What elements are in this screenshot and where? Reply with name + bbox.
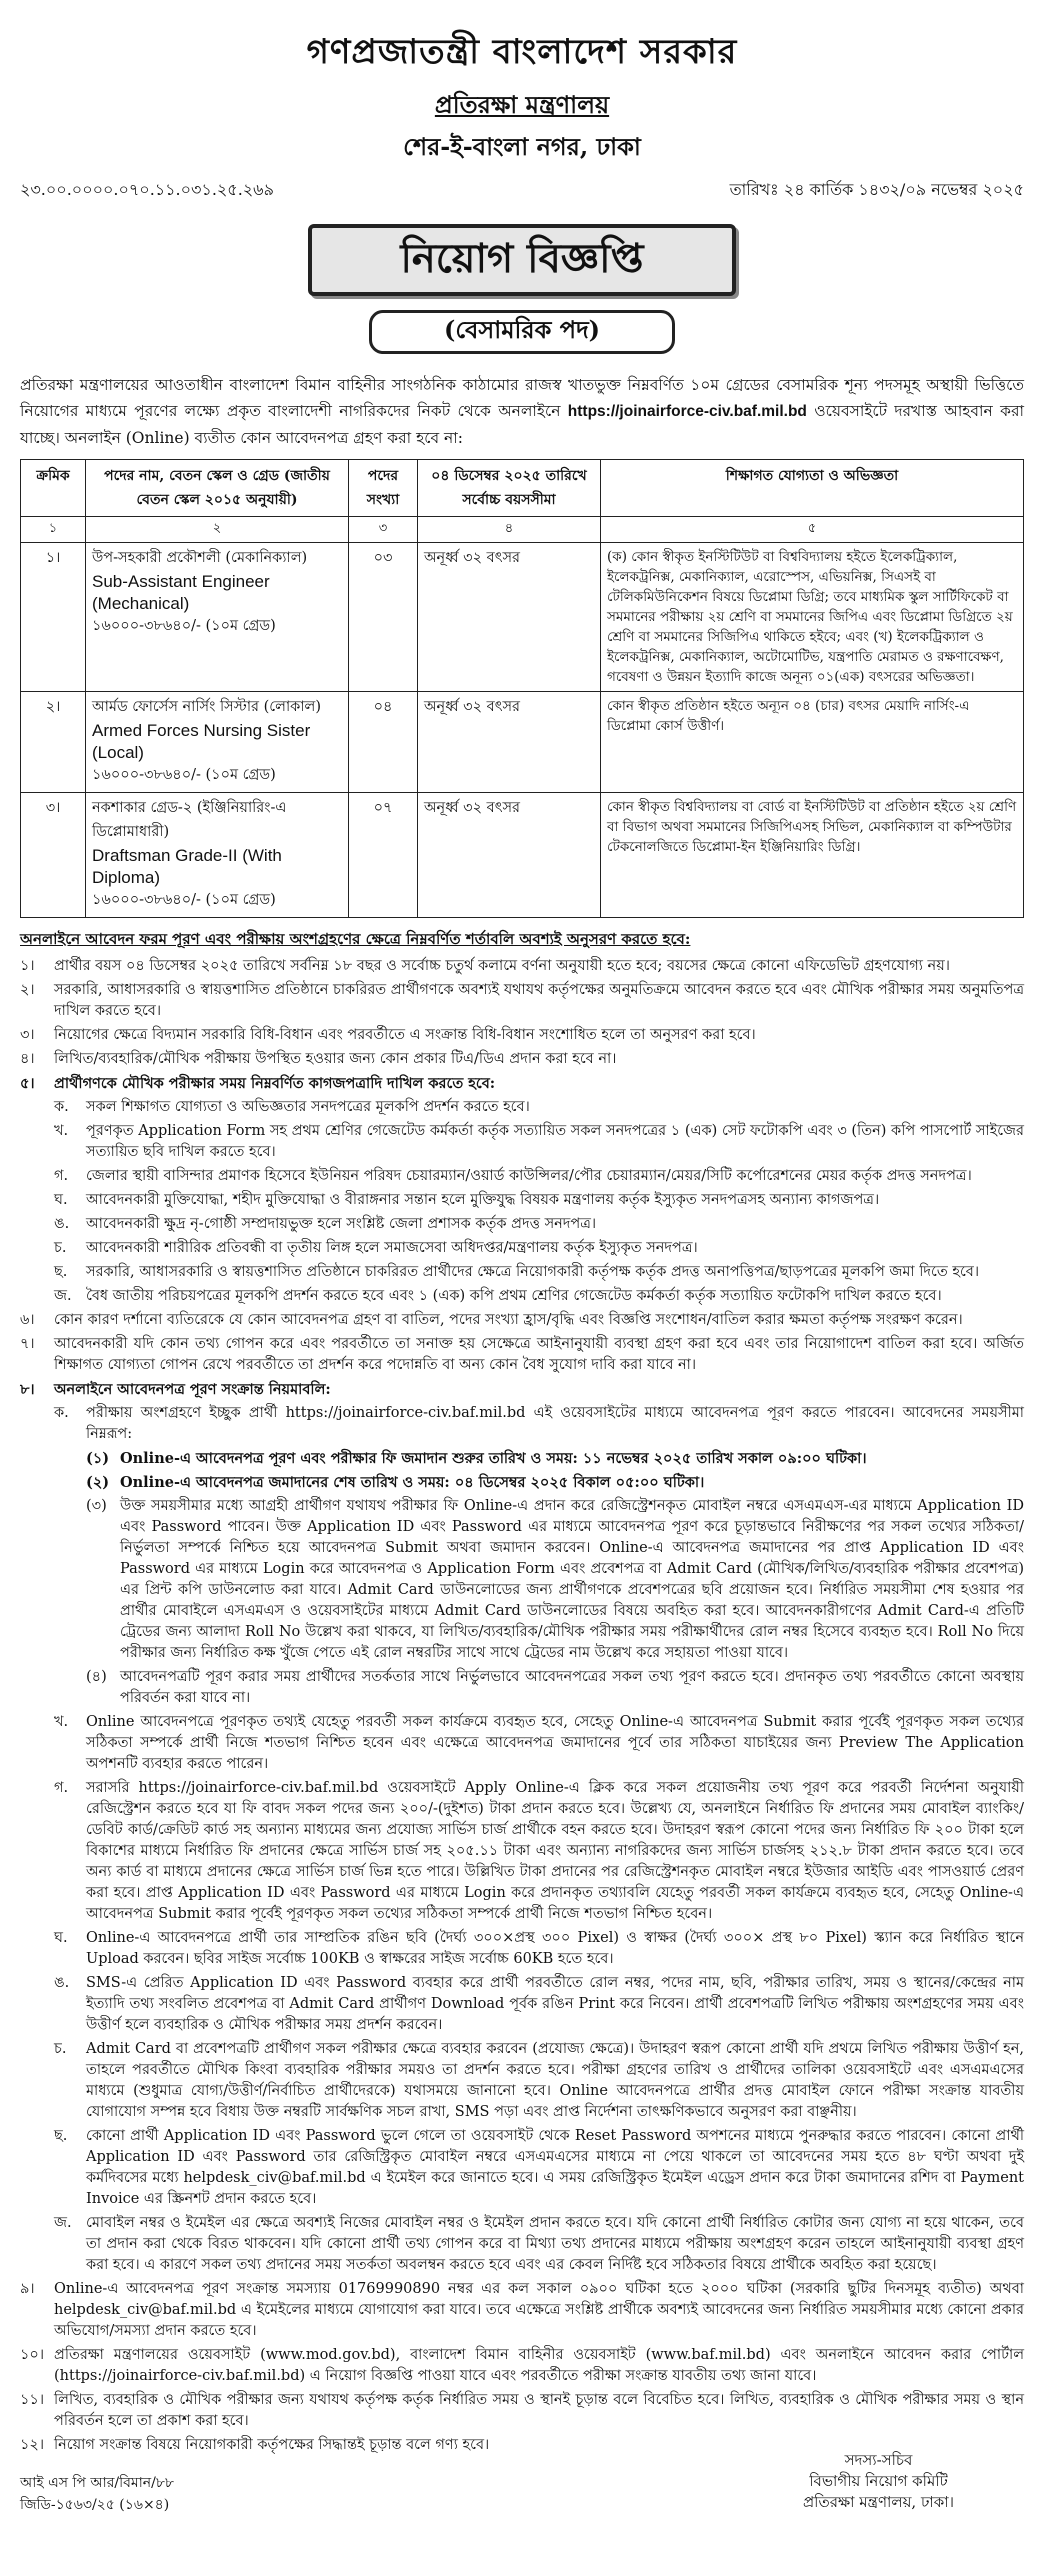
posts-table	[20, 459, 1024, 918]
online-rule-label: চ.	[54, 2041, 67, 2057]
footer-codes	[20, 2472, 174, 2516]
condition-item	[20, 1049, 1024, 1070]
table-row	[21, 543, 1024, 692]
condition-item	[20, 1379, 1024, 1400]
row-post	[86, 793, 349, 918]
online-time-label: (১)	[86, 1450, 110, 1467]
intro-paragraph	[20, 372, 1024, 451]
condition-number: ১০।	[20, 2347, 45, 2363]
online-rule-item	[54, 2126, 1024, 2210]
online-rule-label: ঘ.	[54, 1930, 68, 1946]
post-name-bn: উপ-সহকারী প্রকৌশলী (মেকানিক্যাল)	[92, 550, 308, 566]
table-row	[21, 692, 1024, 793]
online-rule-text: SMS-এ প্রেরিত Application ID এবং Password ব্যবহার করে প্রার্থী পরবর্তীতে রোল নম্বর, পদের নাম, ছবি, পরীক্ষার তারিখ, সময় ও স্থানের/কেন্দ্রের নাম ইত্যাদি তথ্য সংবলিত প্রবেশপত্র বা Admit Card প্রার্থীগণ Download পূর্বক রঙিন Print করে নিবেন। প্রার্থী প্রবেশপত্রটি লিখিত পরীক্ষায় অংশগ্রহণের সময় এবং উত্তীর্ণ হলে ব্যবহারিক ও মৌখিক পরীক্ষার সময় প্রদর্শন করবেন।	[86, 1975, 1024, 2033]
document-label: চ.	[54, 1240, 67, 1256]
condition-number: ৭।	[20, 1336, 35, 1352]
col-number: ১	[21, 517, 86, 543]
condition-number: ৬।	[20, 1312, 35, 1328]
condition-number: ৯।	[20, 2281, 35, 2297]
post-scale: ১৬০০০-৩৮৬৪০/- (১০ম গ্রেড)	[92, 767, 276, 783]
online-rule-label: গ.	[54, 1780, 69, 1796]
signature-block	[803, 2450, 954, 2513]
condition-text: নিয়োগ সংক্রান্ত বিষয়ে নিয়োগকারী কর্তৃপক্ষের সিদ্ধান্তই চূড়ান্ত বলে গণ্য হবে।	[54, 2437, 490, 2453]
online-rule-item	[54, 1973, 1024, 2036]
online-time-item	[86, 1472, 1024, 1493]
online-rule-label: জ.	[54, 2215, 72, 2231]
post-name-en: Sub-Assistant Engineer (Mechanical)	[92, 572, 270, 613]
col-age: ০৪ ডিসেম্বর ২০২৫ তারিখে সর্বোচ্চ বয়সসীমা	[418, 460, 601, 517]
document-text: পূরণকৃত Application Form সহ প্রথম শ্রেণির গেজেটেড কর্মকর্তা কর্তৃক সত্যায়িত সকল সনদপত্রের ১ (এক) সেট ফটোকপি এবং ৩ (তিন) কপি পাসপোর্ট সাইজের সত্যায়িত ছবি দাখিল করতে হবে।	[86, 1123, 1024, 1160]
online-rule-label: ক.	[54, 1405, 69, 1421]
header	[20, 26, 1024, 169]
col-count: পদের সংখ্যা	[349, 460, 418, 517]
online-rules	[54, 1403, 1024, 2276]
document-item	[54, 1166, 1024, 1187]
footer-ispr: আই এস পি আর/বিমান/৮৮	[20, 2475, 174, 2491]
table-header-row	[21, 460, 1024, 517]
online-time-item	[86, 1496, 1024, 1664]
ministry-name: প্রতিরক্ষা মন্ত্রণালয়	[434, 90, 610, 119]
online-rule-label: ঙ.	[54, 1975, 70, 1991]
col-qualification: শিক্ষাগত যোগ্যতা ও অভিজ্ঞতা	[601, 460, 1024, 517]
condition-item	[20, 2345, 1024, 2387]
document-text: সকল শিক্ষাগত যোগ্যতা ও অভিজ্ঞতার সনদপত্রের মূলকপি প্রদর্শন করতে হবে।	[86, 1099, 530, 1115]
document-label: ঘ.	[54, 1192, 68, 1208]
condition-item	[20, 2390, 1024, 2432]
condition-number: ৮।	[20, 1381, 35, 1398]
document-text: আবেদনকারী ক্ষুদ্র নৃ-গোষ্ঠী সম্প্রদায়ভুক্ত হলে সংশ্লিষ্ট জেলা প্রশাসক কর্তৃক প্রদত্ত সনদপত্র।	[86, 1216, 597, 1232]
govt-name: গণপ্রজাতন্ত্রী বাংলাদেশ সরকার	[306, 32, 738, 72]
document-item	[54, 1190, 1024, 1211]
online-time-text: Online-এ আবেদনপত্র পূরণ এবং পরীক্ষার ফি জমাদান শুরুর তারিখ ও সময়: ১১ নভেম্বর ২০২৫ তারিখ সকাল ০৯:০০ ঘটিকা।	[120, 1450, 867, 1467]
condition-item	[20, 2279, 1024, 2342]
online-rule-text: পরীক্ষায় অংশগ্রহণে ইচ্ছুক প্রার্থী https://joinairforce-civ.baf.mil.bd এই ওয়েবসাইটের মাধ্যমে আবেদনপত্র পূরণ করতে পারবেন। আবেদনের সময়সীমা নিম্নরূপ:	[86, 1405, 1024, 1442]
condition-item	[20, 980, 1024, 1022]
signature-office: প্রতিরক্ষা মন্ত্রণালয়, ঢাকা।	[802, 2493, 954, 2511]
condition-text: সরকারি, আধাসরকারি ও স্বায়ত্তশাসিত প্রতিষ্ঠানে চাকরিরত প্রার্থীগণকে অবশ্যই যথাযথ কর্তৃপক্ষের অনুমতিক্রমে আবেদন করতে হবে এবং মৌখিক পরীক্ষার সময় অনুমতিপত্র দাখিল করতে হবে।	[54, 982, 1024, 1019]
document-label: গ.	[54, 1168, 69, 1184]
document-label: খ.	[54, 1123, 69, 1139]
post-name-en: Draftsman Grade-II (With Diploma)	[92, 846, 282, 887]
intro-text-2: ওয়েবসাইটে দরখাস্ত আহবান করা যাচ্ছে। অনলাইন (Online) ব্যতীত কোন আবেদনপত্র গ্রহণ করা হবে না:	[20, 402, 1024, 447]
online-rule-text: Online-এ আবেদনপত্রে প্রার্থী তার সাম্প্রতিক রঙিন ছবি (দৈর্ঘ্য ৩০০×প্রস্থ ৩০০ Pixel) ও স্বাক্ষর (দৈর্ঘ্য ৩০০× প্রস্থ ৮০ Pixel) স্ক্যান করে নির্ধারিত স্থানে Upload করবেন। ছবির সাইজ সর্বোচ্চ 100KB ও স্বাক্ষরের সাইজ সর্বোচ্চ 60KB হতে হবে।	[86, 1930, 1024, 1967]
online-rule-item	[54, 1712, 1024, 1775]
row-age: অনূর্ধ্ব ৩২ বৎসর	[418, 793, 601, 918]
online-rule-item	[54, 1778, 1024, 1925]
document-item	[54, 1121, 1024, 1163]
row-post	[86, 692, 349, 793]
document-text: আবেদনকারী মুক্তিযোদ্ধা, শহীদ মুক্তিযোদ্ধা ও বীরাঙ্গনার সন্তান হলে মুক্তিযুদ্ধ বিষয়ক মন্ত্রণালয় কর্তৃক ইস্যুকৃত সনদপত্রসহ অন্যান্য কাগজপত্র।	[86, 1192, 880, 1208]
condition-text: আবেদনকারী যদি কোন তথ্য গোপন করে এবং পরবর্তীতে তা সনাক্ত হয় সেক্ষেত্রে আইনানুযায়ী ব্যবস্থা গ্রহণ করা হবে এবং তার নিয়োগাদেশ বাতিল করা হবে। অর্জিত শিক্ষাগত যোগ্যতা গোপন রেখে পরবর্তীতে তা প্রদর্শন করে পদোন্নতি বা অন্য কোন বৈধ সুযোগ দাবি করা যাবে না।	[54, 1336, 1024, 1373]
online-time-label: (৩)	[86, 1498, 107, 1514]
condition-text: লিখিত/ব্যবহারিক/মৌখিক পরীক্ষায় উপস্থিত হওয়ার জন্য কোন প্রকার টিএ/ডিএ প্রদান করা হবে না।	[54, 1051, 617, 1067]
document-item	[54, 1097, 1024, 1118]
condition-number: ১।	[20, 958, 35, 974]
condition-text: নিয়োগের ক্ষেত্রে বিদ্যমান সরকারি বিধি-বিধান এবং পরবর্তীতে এ সংক্রান্ত বিধি-বিধান সংশোধিত হলে তা অনুসরণ করা হবে।	[54, 1027, 756, 1043]
col-number: ৩	[349, 517, 418, 543]
post-scale: ১৬০০০-৩৮৬৪০/- (১০ম গ্রেড)	[92, 618, 276, 634]
row-serial: ৩।	[21, 793, 86, 918]
document-text: সরকারি, আধাসরকারি ও স্বায়ত্তশাসিত প্রতিষ্ঠানে চাকরিরত প্রার্থীদের ক্ষেত্রে নিয়োগকারী কর্তৃপক্ষ কর্তৃক প্রদত্ত অনাপত্তিপত্র/ছাড়পত্রের মূলকপি জমা দিতে হবে।	[86, 1264, 980, 1280]
table-number-row	[21, 517, 1024, 543]
online-rule-text: কোনো প্রার্থী Application ID এবং Password ভুলে গেলে তা ওয়েবসাইট থেকে Reset Password অপশনের মাধ্যমে পুনরুদ্ধার করতে পারবেন। কোনো প্রার্থী Application ID এবং Password তার রেজিস্ট্রিকৃত মোবাইল নম্বরে এসএমএসের মাধ্যমে না পেয়ে থাকলে তা আবেদনের সময় হতে ৪৮ ঘণ্টা অথবা দুই কর্মদিবসের মধ্যে helpdesk_civ@baf.mil.bd এ ইমেইল করে জানাতে হবে। এ সময় রেজিস্ট্রিকৃত ইমেইল এড্রেস প্রদান করে টাকা জমাদানের রশিদ বা Payment Invoice এর স্ক্রিনশট প্রদান করতে হবে।	[86, 2128, 1024, 2207]
document-item	[54, 1214, 1024, 1235]
row-post	[86, 543, 349, 692]
online-time-item	[86, 1448, 1024, 1469]
document-item	[54, 1238, 1024, 1259]
table-row	[21, 793, 1024, 918]
condition-text: প্রার্থীগণকে মৌখিক পরীক্ষার সময় নিম্নবর্ণিত কাগজপত্রাদি দাখিল করতে হবে:	[54, 1075, 496, 1092]
online-time-list	[86, 1448, 1024, 1709]
online-rule-label: খ.	[54, 1714, 69, 1730]
condition-number: ২।	[20, 982, 35, 998]
col-number: ৪	[418, 517, 601, 543]
footer-gd: জিডি-১৫৬৩/২৫ (১৬×৪)	[20, 2497, 170, 2513]
signature-committee: বিভাগীয় নিয়োগ কমিটি	[809, 2472, 948, 2490]
condition-number: ১১।	[20, 2392, 45, 2408]
signature-title: সদস্য-সচিব	[844, 2451, 913, 2469]
reference-row	[20, 177, 1024, 204]
intro-url: https://joinairforce-civ.baf.mil.bd	[567, 403, 807, 420]
condition-text: Online-এ আবেদনপত্র পূরণ সংক্রান্ত সমস্যায় 01769990890 নম্বর এর কল সকাল ০৯০০ ঘটিকা হতে ২০০০ ঘটিকা (সরকারি ছুটির দিনসমূহ ব্যতীত) অথবা helpdesk_civ@baf.mil.bd এ ইমেইলের মাধ্যমে যোগাযোগ করা যাবে। তবে এক্ষেত্রে সংশ্লিষ্ট প্রার্থীকে অবশ্যই আবেদনের জন্য নির্ধারিত সময়সীমার মধ্যে কোনো প্রকার অভিযোগ/সমস্যা প্রদান করতে হবে।	[54, 2281, 1024, 2339]
conditions-list	[20, 956, 1024, 2456]
document-label: ছ.	[54, 1264, 68, 1280]
condition-number: ৪।	[20, 1051, 35, 1067]
online-time-label: (৪)	[86, 1669, 107, 1685]
notice-title: নিয়োগ বিজ্ঞপ্তি	[308, 224, 736, 296]
online-time-text: উক্ত সময়সীমার মধ্যে আগ্রহী প্রার্থীগণ যথাযথ পরীক্ষার ফি Online-এ প্রদান করে রেজিস্ট্রেশনকৃত মোবাইল নম্বরে এসএমএস-এর মাধ্যমে Application ID এবং Password পাবেন। উক্ত Application ID এবং Password এর মাধ্যমে আবেদনপত্র পূরণ করে চূড়ান্তভাবে নিরীক্ষণের পর সকল তথ্যের সঠিকতা/নির্ভুলতা সম্পর্কে নিশ্চিত হয়ে আবেদনপত্র Submit অথবা জমাদান করবেন। Online-এ আবেদনপত্র জমাদানের পর প্রাপ্ত Application ID এবং Password এর মাধ্যমে Login করে আবেদনপত্র ও Application Form এবং প্রবেশপত্র বা Admit Card (মৌখিক/লিখিত/ব্যবহারিক পরীক্ষার প্রবেশপত্র) এর প্রিন্ট কপি ডাউনলোড করা যাবে। Admit Card ডাউনলোডের জন্য প্রার্থীগণকে প্রবেশপত্রের ছবি প্রয়োজন হবে। নির্ধারিত সময়সীমা শেষ হওয়ার পর প্রার্থীর মোবাইলে এসএমএস ও ওয়েবসাইটের মাধ্যমে Admit Card ডাউনলোডের বিষয়ে অবহিত করা হবে। আবেদনকারীগণের Admit Card-এ প্রতিটি ট্রেডের জন্য আলাদা Roll No উল্লেখ করা থাকবে, যা লিখিত/ব্যবহারিক/মৌখিক পরীক্ষার সময় পরীক্ষার্থীদের রোল নম্বর হিসেবে ব্যবহৃত হবে। Roll No দিয়ে পরীক্ষার জন্য নির্ধারিত কক্ষ খুঁজে পেতে এই রোল নম্বরটির সাথে সাথে ট্রেডের নাম উল্লেখ করে সহায়তা পাওয়া যাবে।	[120, 1498, 1024, 1661]
row-qualification: (ক) কোন স্বীকৃত ইনস্টিটিউট বা বিশ্ববিদ্যালয় হইতে ইলেকট্রিক্যাল, ইলেকট্রনিক্স, মেকানিক্যাল, এরোস্পেস, এভিয়নিক্স, সিএসই বা টেলিকমিউনিকেশন বিষয়ে ডিপ্লোমা ডিগ্রি; তবে মাধ্যমিক স্কুল সার্টিফিকেট বা সমমানের পরীক্ষায় ২য় শ্রেণি বা সমমানের জিপিএ এবং ডিপ্লোমা ডিগ্রিতে ২য় শ্রেণি বা সমমানের সিজিপিএ থাকিতে হইবে; এবং (খ) ইলেকট্রিক্যাল ও ইলেকট্রনিক্স, মেকানিক্যাল, অটোমোটিভ, যন্ত্রপাতি মেরামত ও রক্ষণাবেক্ষণ, গবেষণা ও উন্নয়ন ইত্যাদি কাজে অনূন্য ০১(এক) বৎসরের অভিজ্ঞতা।	[601, 543, 1024, 692]
row-count: ০৩	[349, 543, 418, 692]
online-rule-item	[54, 1403, 1024, 1445]
online-rule-item	[54, 2039, 1024, 2123]
post-name-en: Armed Forces Nursing Sister (Local)	[92, 721, 311, 762]
place-name: শের-ই-বাংলা নগর, ঢাকা	[403, 132, 641, 161]
online-rule-item	[54, 1928, 1024, 1970]
row-qualification: কোন স্বীকৃত প্রতিষ্ঠান হইতে অন্যূন ০৪ (চার) বৎসর মেয়াদি নার্সিং-এ ডিপ্লোমা কোর্স উত্তীর্ণ।	[601, 692, 1024, 793]
condition-number: ৫।	[20, 1075, 35, 1092]
document-text: বৈধ জাতীয় পরিচয়পত্রের মূলকপি প্রদর্শন করতে হবে এবং ১ (এক) কপি প্রথম শ্রেণির গেজেটেড কর্মকর্তা কর্তৃক সত্যায়িত ফটোকপি দাখিল করতে হবে।	[86, 1288, 942, 1304]
row-qualification: কোন স্বীকৃত বিশ্ববিদ্যালয় বা বোর্ড বা ইনস্টিটিউট বা প্রতিষ্ঠান হইতে ২য় শ্রেণি বা বিভাগ অথবা সমমানের সিজিপিএসহ সিভিল, মেকানিক্যাল বা কম্পিউটার টেকনোলজিতে ডিপ্লোমা-ইন ইঞ্জিনিয়ারিং ডিগ্রি।	[601, 793, 1024, 918]
condition-item	[20, 1334, 1024, 1376]
row-serial: ২।	[21, 692, 86, 793]
condition-item	[20, 1025, 1024, 1046]
notice-date: তারিখঃ ২৪ কার্তিক ১৪৩২/০৯ নভেম্বর ২০২৫	[729, 180, 1024, 199]
col-serial: ক্রমিক	[21, 460, 86, 517]
row-serial: ১।	[21, 543, 86, 692]
document-item	[54, 1262, 1024, 1283]
condition-item	[20, 956, 1024, 977]
row-count: ০৭	[349, 793, 418, 918]
row-count: ০৪	[349, 692, 418, 793]
notice-subtitle: (বেসামরিক পদ)	[369, 310, 675, 354]
online-time-text: আবেদনপত্রটি পূরণ করার সময় প্রার্থীদের সতর্কতার সাথে নির্ভুলভাবে আবেদনপত্রের সকল তথ্য পূরণ করতে হবে। প্রদানকৃত তথ্য পরবর্তীতে কোনো অবস্থায় পরিবর্তন করা যাবে না।	[120, 1669, 1025, 1706]
condition-item	[20, 1073, 1024, 1094]
conditions-heading: অনলাইনে আবেদন ফরম পূরণ এবং পরীক্ষায় অংশগ্রহণের ক্ষেত্রে নিম্নবর্ণিত শর্তাবলি অবশ্যই অনুসরণ করতে হবে:	[20, 930, 691, 948]
row-age: অনূর্ধ্ব ৩২ বৎসর	[418, 543, 601, 692]
condition-text: প্রতিরক্ষা মন্ত্রণালয়ের ওয়েবসাইট (www.mod.gov.bd), বাংলাদেশ বিমান বাহিনীর ওয়েবসাইট (www.baf.mil.bd) এবং অনলাইনে আবেদন করার পোর্টাল (https://joinairforce-civ.baf.mil.bd) এ নিয়োগ বিজ্ঞপ্তি পাওয়া যাবে এবং পরবর্তীতে পরীক্ষা সংক্রান্ত যাবতীয় তথ্য জানা যাবে।	[54, 2347, 1024, 2384]
memo-number: ২৩.০০.০০০০.০৭০.১১.০৩১.২৫.২৬৯	[20, 180, 274, 199]
document-text: আবেদনকারী শারীরিক প্রতিবন্ধী বা তৃতীয় লিঙ্গ হলে সমাজসেবা অধিদপ্তর/মন্ত্রণালয় কর্তৃক ইস্যুকৃত সনদপত্র।	[86, 1240, 698, 1256]
condition-text: লিখিত, ব্যবহারিক ও মৌখিক পরীক্ষার জন্য যথাযথ কর্তৃপক্ষ কর্তৃক নির্ধারিত সময় ও স্থানই চূড়ান্ত বলে বিবেচিত হবে। লিখিত, ব্যবহারিক ও মৌখিক পরীক্ষার সময় ও স্থান পরিবর্তন হলে তা প্রকাশ করা হবে।	[54, 2392, 1024, 2429]
online-rule-label: ছ.	[54, 2128, 68, 2144]
condition-item	[20, 1310, 1024, 1331]
intro-text: প্রতিরক্ষা মন্ত্রণালয়ের আওতাধীন বাংলাদেশ বিমান বাহিনীর সাংগঠনিক কাঠামোর রাজস্ব খাতভুক্ত নিম্নবর্ণিত ১০ম গ্রেডের বেসামরিক শূন্য পদসমূহ অস্থায়ী ভিত্তিতে নিয়োগের মাধ্যমে পূরণের লক্ষ্যে প্রকৃত বাংলাদেশী নাগরিকদের নিকট থেকে অনলাইনে	[20, 376, 1024, 420]
condition-text: প্রার্থীর বয়স ০৪ ডিসেম্বর ২০২৫ তারিখে সর্বনিম্ন ১৮ বছর ও সর্বোচ্চ চতুর্থ কলামে বর্ণনা অনুযায়ী হতে হবে; বয়সের ক্ষেত্রে কোনো এফিডেভিট গ্রহণযোগ্য নয়।	[54, 958, 950, 974]
post-name-bn: আর্মড ফোর্সেস নার্সিং সিস্টার (লোকাল)	[92, 699, 321, 715]
condition-text: কোন কারণ দর্শানো ব্যতিরেকে যে কোন আবেদনপত্র গ্রহণ বা বাতিল, পদের সংখ্যা হ্রাস/বৃদ্ধি এবং বিজ্ঞপ্তি সংশোধন/বাতিল করার ক্ষমতা কর্তৃপক্ষ সংরক্ষণ করেন।	[54, 1312, 963, 1328]
online-rule-text: মোবাইল নম্বর ও ইমেইল এর ক্ষেত্রে অবশ্যই নিজের মোবাইল নম্বর ও ইমেইল প্রদান করতে হবে। যদি কোনো প্রার্থী নির্ধারিত কোটার জন্য যোগ্য না হয়ে থাকেন, তবে তা প্রদান করা থেকে বিরত থাকবেন। যদি কোনো প্রার্থী তথ্য গোপন করে বা মিথ্যা তথ্য প্রদানের মাধ্যমে পরীক্ষায় অংশগ্রহণ করেন তাহলে আইনানুযায়ী ব্যবস্থা গ্রহণ করা হবে। এ কারণে সকল তথ্য প্রদানের সময় সতর্কতা অবলম্বন করতে হবে এবং এর কেবল নির্দিষ্ট হবে সঠিকতার বিষয়ে প্রার্থীকে অবহিত করা হয়েছে।	[86, 2215, 1024, 2273]
condition-text: অনলাইনে আবেদনপত্র পূরণ সংক্রান্ত নিয়মাবলি:	[54, 1381, 331, 1398]
condition-number: ১২।	[20, 2437, 45, 2453]
online-time-item	[86, 1667, 1024, 1709]
document-item	[54, 1286, 1024, 1307]
online-time-text: Online-এ আবেদনপত্র জমাদানের শেষ তারিখ ও সময়: ০৪ ডিসেম্বর ২০২৫ বিকাল ০৫:০০ ঘটিকা।	[120, 1474, 705, 1491]
post-name-bn: নকশাকার গ্রেড-২ (ইঞ্জিনিয়ারিং-এ ডিপ্লোমাধারী)	[92, 800, 287, 840]
document-label: ঙ.	[54, 1216, 70, 1232]
post-scale: ১৬০০০-৩৮৬৪০/- (১০ম গ্রেড)	[92, 892, 276, 908]
col-post: পদের নাম, বেতন স্কেল ও গ্রেড (জাতীয় বেতন স্কেল ২০১৫ অনুযায়ী)	[86, 460, 349, 517]
col-number: ২	[86, 517, 349, 543]
online-rule-text: Online আবেদনপত্রে পূরণকৃত তথ্যই যেহেতু পরবর্তী সকল কার্যক্রমে ব্যবহৃত হবে, সেহেতু Online-এ আবেদনপত্র Submit করার পূর্বেই পূরণকৃত সকল তথ্যের সঠিকতা সম্পর্কে প্রার্থী নিজে শতভাগ নিশ্চিত হবেন এবং এক্ষেত্রে আবেদনপত্র জমাদানের পূর্বে তার সঠিকতা যাচাইয়ের জন্য Preview The Application অপশনটি ব্যবহার করতে পারেন।	[86, 1714, 1024, 1772]
documents-list	[54, 1097, 1024, 1307]
online-rule-text: Admit Card বা প্রবেশপত্রটি প্রার্থীগণ সকল পরীক্ষার ক্ষেত্রে ব্যবহার করবেন (প্রযোজ্য ক্ষেত্রে)। উদাহরণ স্বরূপ কোনো প্রার্থী যদি প্রথমে লিখিত পরীক্ষায় উত্তীর্ণ হন, তাহলে পরবর্তীতে মৌখিক কিংবা ব্যবহারিক পরীক্ষার সময়ও তা প্রদর্শন করতে হবে। পরীক্ষা গ্রহণের তারিখ ও প্রার্থীদের তালিকা ওয়েবসাইটে এবং এসএমএসের মাধ্যমে (শুধুমাত্র যোগ্য/উত্তীর্ণ/নির্বাচিত প্রার্থীদেরকে) যথাসময়ে জানানো হবে। Online আবেদনপত্রে প্রার্থীর প্রদত্ত মোবাইল ফোনে পরীক্ষা সংক্রান্ত যাবতীয় যোগাযোগ সম্পন্ন হবে বিধায় উক্ত নম্বরটি সার্বক্ষণিক সচল রাখা, SMS পড়া এবং প্রাপ্ত নির্দেশনা তাৎক্ষণিকভাবে অনুসরণ করা বাঞ্ছনীয়।	[86, 2041, 1024, 2120]
row-age: অনূর্ধ্ব ৩২ বৎসর	[418, 692, 601, 793]
online-rule-item	[54, 2213, 1024, 2276]
col-number: ৫	[601, 517, 1024, 543]
online-time-label: (২)	[86, 1474, 110, 1491]
online-rule-text: সরাসরি https://joinairforce-civ.baf.mil.bd ওয়েবসাইটে Apply Online-এ ক্লিক করে সকল প্রয়োজনীয় তথ্য পূরণ করে পরবর্তী নির্দেশনা অনুযায়ী রেজিস্ট্রেশন করতে হবে যা ফি বাবদ সকল পদের জন্য ২০০/-(দুইশত) টাকা প্রদান করতে হবে। উল্লেখ্য যে, অনলাইনে নির্ধারিত ফি প্রদানের সময় মোবাইল ব্যাংকিং/ডেবিট কার্ড/ক্রেডিট কার্ড সহ অন্যান্য মাধ্যমের জন্য প্রযোজ্য সার্ভিস চার্জ প্রার্থীকে বহন করতে হবে। উদাহরণ স্বরূপ কোনো পদের জন্য নির্ধারিত ফি ২০০ টাকা হলে বিকাশের মাধ্যমে নির্ধারিত ফি প্রদানের ক্ষেত্রে সার্ভিস চার্জ সহ ২০৫.১১ টাকা এবং অন্যান্য নাগরিকদের জন্য সার্ভিস চার্জসহ ২১২.৮ টাকা প্রদান করতে হবে। তবে অন্য কার্ড বা মাধ্যমে প্রদানের ক্ষেত্রে সার্ভিস চার্জ ভিন্ন হতে পারে। উল্লিখিত টাকা প্রদানের পর রেজিস্ট্রেশনকৃত মোবাইল নম্বরে ইউজার আইডি এবং পাসওয়ার্ড প্রেরণ করা হবে। প্রাপ্ত Application ID এবং Password এর মাধ্যমে Login করে প্রদানকৃত তথ্যাবলি যেহেতু পরবর্তী সকল কার্যক্রমে ব্যবহৃত হবে, সেহেতু Online-এ আবেদনপত্র Submit করার পূর্বেই পূরণকৃত সকল তথ্যের সঠিকতা সম্পর্কে প্রার্থী নিজে শতভাগ নিশ্চিত হবেন।	[86, 1780, 1024, 1922]
document-text: জেলার স্থায়ী বাসিন্দার প্রমাণক হিসেবে ইউনিয়ন পরিষদ চেয়ারম্যান/ওয়ার্ড কাউন্সিলর/পৌর চেয়ারম্যান/মেয়র/সিটি কর্পোরেশনের মেয়র কর্তৃক প্রদত্ত সনদপত্র।	[86, 1168, 972, 1184]
document-label: ক.	[54, 1099, 69, 1115]
document-label: জ.	[54, 1288, 72, 1304]
condition-number: ৩।	[20, 1027, 35, 1043]
